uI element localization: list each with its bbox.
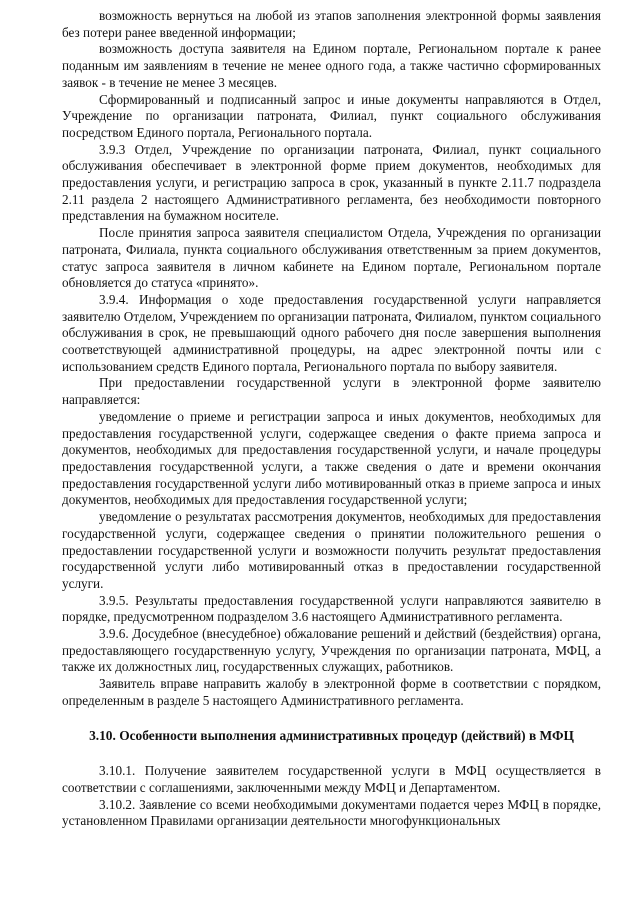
paragraph: 3.9.3 Отдел, Учреждение по организации патроната, Филиал, пункт социального обслуживания обеспечивает в электронной форме прием документов, необходимых для предоставления услуги, и регистрацию запроса в срок, указанный в пункте 2.11.7 подраздела 2.11 раздела 2 настоящего Административного регламента, без необходимости повторного представления на бумажном носителе. <box>62 141 601 224</box>
section-heading: 3.10. Особенности выполнения административных процедур (действий) в МФЦ <box>89 727 574 743</box>
paragraph: уведомление о приеме и регистрации запроса и иных документов, необходимых для предоставления государственной услуги, содержащее сведения о факте приема запроса и документов, необходимых для предоставления государственной услуги, и начале процедуры предоставления государственной услуги, а также сведения о дате и времени окончания предоставления государственной услуги либо мотивированный отказ в приеме запроса и иных документов, необходимых для предоставления государственной услуги; <box>62 408 601 508</box>
paragraph: 3.9.5. Результаты предоставления государственной услуги направляются заявителю в порядке, предусмотренном подразделом 3.6 настоящего Административного регламента. <box>62 592 601 625</box>
paragraph: уведомление о результатах рассмотрения документов, необходимых для предоставления государственной услуги, содержащее сведения о принятии положительного решения о предоставлении государственной услуги и возможности получить результат предоставления государственной услуги либо мотивированный отказ в предоставлении государственной услуги. <box>62 509 601 591</box>
paragraph: После принятия запроса заявителя специалистом Отдела, Учреждения по организации патроната, Филиала, пункта социального обслуживания ответственным за прием документов, статус запроса заявителя в личном кабинете на Едином портале, Региональном портале обновляется до статуса «принято». <box>62 225 601 291</box>
paragraph: возможность доступа заявителя на Едином портале, Региональном портале к ранее поданным им заявлениям в течение не менее одного года, а также частично сформированных заявок - в течение не менее 3 месяцев. <box>62 41 601 90</box>
paragraph: Сформированный и подписанный запрос и иные документы направляются в Отдел, Учреждение по организации патроната, Филиал, пункт социального обслуживания посредством Единого портала, Регионального портала. <box>62 91 601 140</box>
paragraph: возможность вернуться на любой из этапов заполнения электронной формы заявления без потери ранее введенной информации; <box>62 8 601 40</box>
document-page <box>62 8 601 830</box>
paragraph: При предоставлении государственной услуги в электронной форме заявителю направляется: <box>62 375 601 408</box>
paragraph: 3.10.2. Заявление со всеми необходимыми документами подается через МФЦ в порядке, установленном Правилами организации деятельности многофункциональных <box>62 796 601 829</box>
paragraph: 3.10.1. Получение заявителем государственной услуги в МФЦ осуществляется в соответствии с соглашениями, заключенными между МФЦ и Департаментом. <box>62 763 601 795</box>
paragraph: 3.9.6. Досудебное (внесудебное) обжалование решений и действий (бездействия) органа, предоставляющего государственную услугу, Учреждения по организации патроната, МФЦ, а также их должностных лиц, государственных служащих, работников. <box>62 626 601 675</box>
paragraph: Заявитель вправе направить жалобу в электронной форме в соответствии с порядком, определенным в разделе 5 настоящего Административного регламента. <box>62 676 601 708</box>
paragraph: 3.9.4. Информация о ходе предоставления государственной услуги направляется заявителю Отделом, Учреждением по организации патроната, Филиалом, пунктом социального обслуживания в срок, не превышающий одного рабочего дня после завершения выполнения соответствующей административной процедуры, на адрес электронной почты или с использованием средств Единого портала, Регионального портала по выбору заявителя. <box>62 291 601 374</box>
